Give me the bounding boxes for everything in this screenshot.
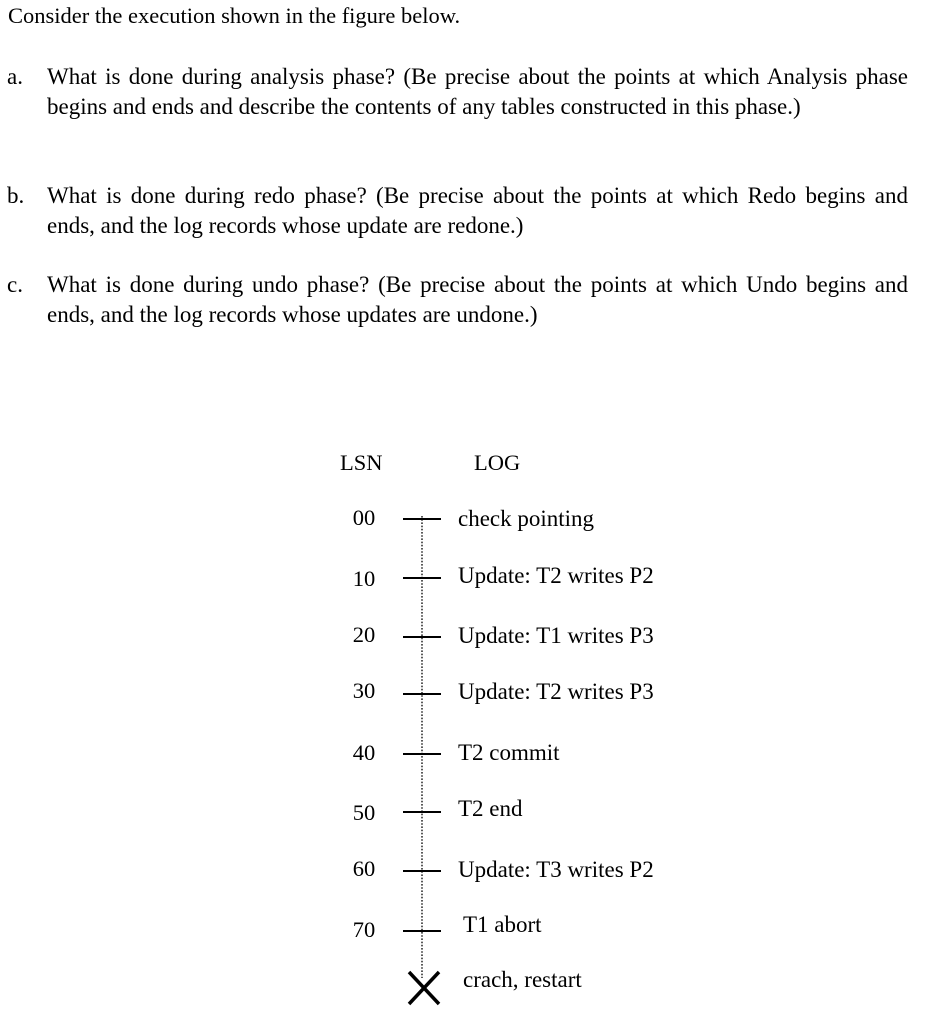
question-b-letter: b. [7,183,25,208]
lsn-30: 30 [352,678,376,703]
lsn-60: 60 [352,856,376,881]
question-a-letter: a. [7,64,23,89]
log-record-50: T2 end [458,796,523,821]
lsn-50: 50 [352,800,376,825]
crash-x-icon [409,972,439,1004]
lsn-70: 70 [352,917,376,942]
lsn-10: 10 [352,566,376,591]
question-b-text: What is done during redo phase? (Be precise about the points at which Redo begins and ends, and the log records whose update are redone.) [47,183,908,238]
lsn-00: 00 [352,505,376,530]
log-record-30: Update: T2 writes P3 [458,679,654,704]
log-record-70: T1 abort [463,912,542,937]
question-c-letter: c. [7,272,23,297]
log-record-10: Update: T2 writes P2 [458,563,654,588]
lsn-20: 20 [352,622,376,647]
question-c-text: What is done during undo phase? (Be precise about the points at which Undo begins and ends, and the log records whose updates are undone.) [47,272,908,327]
crash-label: crach, restart [463,967,582,992]
lsn-40: 40 [352,740,376,765]
log-record-00: check pointing [458,506,595,531]
log-record-60: Update: T3 writes P2 [458,857,654,882]
log-record-20: Update: T1 writes P3 [458,623,654,648]
log-record-40: T2 commit [458,740,560,765]
lsn-header: LSN [340,450,383,475]
log-header: LOG [474,450,521,475]
question-a-text: What is done during analysis phase? (Be precise about the points at which Analysis phase begins and ends and describe the contents of any tables constructed in this phase.) [47,64,908,119]
intro-text: Consider the execution shown in the figure below. [8,3,461,28]
